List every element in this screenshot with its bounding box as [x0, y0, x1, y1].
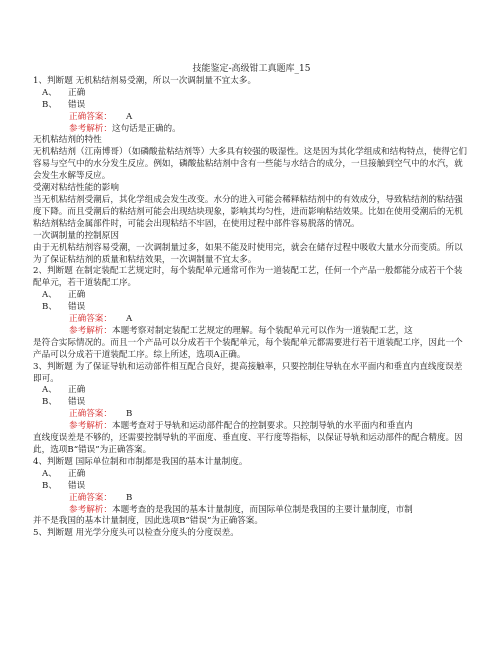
question-4-option-b — [33, 481, 470, 493]
question-1-option-a — [33, 88, 470, 100]
paragraph: 由于无机粘结剂容易受潮，一次调制量过多，如果不能及时使用完，就会在储存过程中吸收大量水分而变质。所以为了保证粘结剂的质量和粘结效果，一次调制量不宜太多。 — [33, 242, 463, 265]
explanation-continued: 并不是我国的基本计量制度，因此选项B“错误”为正确答案。 — [33, 516, 263, 527]
explanation-text: 这句话是正确的。 — [111, 123, 181, 134]
paragraph: 当无机粘结剂受潮后，其化学组成会发生改变。水分的进入可能会稀释粘结剂中的有效成分，导致粘结剂的粘结强度下降。而且受潮后的粘结剂可能会出现结块现象，影响其均匀性，进而影响粘结效果。比如在使用受潮后的无机粘结剂粘结金属部件时，可能会出现粘结不牢固，在使用过程中部件容易脱落的情况。 — [33, 194, 463, 229]
paragraph: 无机粘结剂（江南博哥）（如磷酸盐粘结剂等）大多具有较强的吸湿性。这是因为其化学组成和结构特点，使得它们容易与空气中的水分发生反应。例如，磷酸盐粘结剂中含有一些能与水结合的成分，一旦接触到空气中的水汽，就会发生水解等反应。 — [33, 147, 467, 182]
question-3-explanation — [33, 421, 470, 433]
paragraph: 受潮对粘结性能的影响 — [33, 183, 119, 194]
answer-label: 正确答案： — [69, 314, 112, 325]
explanation-label: 参考解析： — [69, 123, 112, 134]
option-letter: A、 — [42, 87, 57, 98]
question-4-answer — [33, 493, 470, 505]
option-letter: B、 — [42, 302, 57, 313]
question-2-explanation — [33, 326, 470, 338]
question-2-option-b — [33, 302, 470, 314]
answer-value: A — [125, 314, 133, 325]
option-text: 错误 — [68, 302, 86, 313]
option-letter: A、 — [42, 385, 57, 396]
question-2-stem: 2、判断题 在制定装配工艺规定时，每个装配单元通常可作为一道装配工艺，任何一个产品一般都能分成若干个装配单元，若干道装配工序。 — [33, 266, 463, 289]
paragraph: 一次调制量的控制原因 — [33, 230, 119, 241]
question-4-option-a — [33, 469, 470, 481]
explanation-continued: 是符合实际情况的。而且一个产品可以分成若干个装配单元，每个装配单元都需要进行若干道装配工序，因此一个产品可以分成若干道装配工序。综上所述，选项A正确。 — [33, 337, 463, 360]
question-4-explanation — [33, 505, 470, 517]
answer-label: 正确答案： — [69, 492, 112, 503]
page-title: 技能鉴定-高级钳工真题库_15 — [192, 64, 311, 74]
question-1-explanation — [33, 124, 470, 136]
question-1-option-b — [33, 100, 470, 112]
answer-value: A — [125, 111, 133, 122]
explanation-text: 本题考查对于导轨和运动部件配合的控制要求。只控制导轨的水平面内和垂直内 — [111, 421, 413, 432]
option-text: 错误 — [68, 397, 86, 408]
option-letter: B、 — [42, 99, 57, 110]
question-3-answer — [33, 409, 470, 421]
option-text: 错误 — [68, 480, 86, 491]
option-text: 正确 — [68, 468, 86, 479]
question-4-stem: 4、判断题 国际单位制和市制都是我国的基本计量制度。 — [33, 456, 248, 467]
explanation-text: 本题考查的是我国的基本计量制度，而国际单位制是我国的主要计量制度，市制 — [111, 504, 413, 515]
question-1-answer — [33, 112, 470, 124]
option-text: 正确 — [68, 385, 86, 396]
option-letter: B、 — [42, 397, 57, 408]
option-text: 错误 — [68, 99, 86, 110]
answer-label: 正确答案： — [69, 111, 112, 122]
question-3-stem: 3、判断题 为了保证导轨和运动部件相互配合良好，提高接触率，只要控制住导轨在水平面内和垂直内直线度误差即可。 — [33, 361, 463, 384]
option-letter: A、 — [42, 290, 57, 301]
option-letter: B、 — [42, 480, 57, 491]
explanation-continued: 直线度误差是不够的，还需要控制导轨的平面度、垂直度、平行度等指标，以保证导轨和运动部件的配合精度。因此，选项B“错误”为正确答案。 — [33, 433, 463, 455]
question-2-option-a — [33, 290, 470, 302]
question-3-option-b — [33, 397, 470, 409]
option-text: 正确 — [68, 290, 86, 301]
option-text: 正确 — [68, 87, 86, 98]
answer-value: B — [125, 409, 133, 420]
answer-value: B — [125, 492, 133, 503]
answer-label: 正确答案： — [69, 409, 112, 420]
option-letter: A、 — [42, 468, 57, 479]
question-5-stem: 5、判断题 用光学分度头可以检查分度头的分度误差。 — [33, 528, 239, 539]
paragraph: 无机粘结剂的特性 — [33, 135, 102, 146]
question-2-answer — [33, 314, 470, 326]
question-1-stem: 1、判断题 无机粘结剂易受潮，所以一次调制量不宜太多。 — [33, 75, 257, 86]
explanation-label: 参考解析： — [69, 421, 112, 432]
explanation-label: 参考解析： — [69, 504, 112, 515]
explanation-text: 本题考察对制定装配工艺规定的理解。每个装配单元可以作为一道装配工艺，这 — [111, 325, 413, 336]
question-3-option-a — [33, 385, 470, 397]
explanation-label: 参考解析： — [69, 325, 112, 336]
